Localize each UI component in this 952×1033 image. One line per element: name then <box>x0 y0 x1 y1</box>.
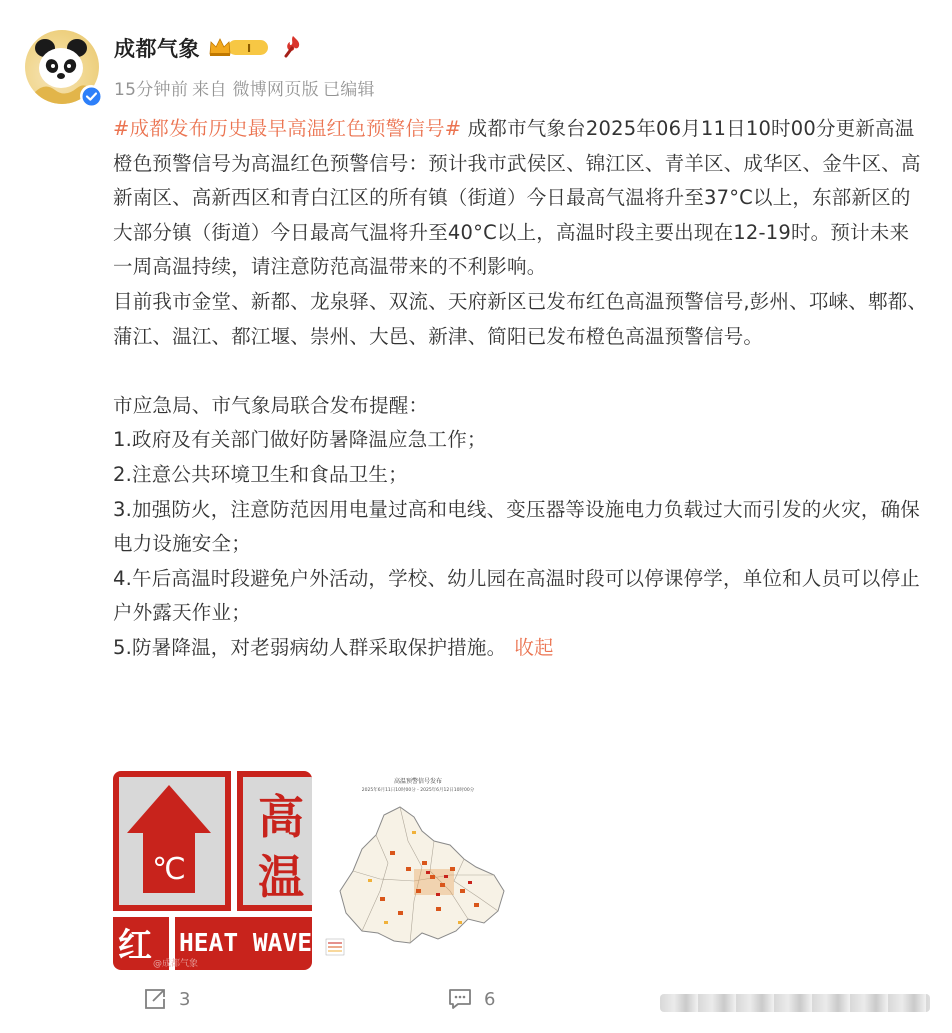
post-paragraph-2: 目前我市金堂、新都、龙泉驿、双流、天府新区已发布红色高温预警信号,彭州、邛崃、郫都、蒲江、温江、都江堰、崇州、大邑、新津、简阳已发布橙色高温预警信号。 <box>113 289 928 348</box>
torch-badge-icon[interactable] <box>282 34 304 62</box>
avatar[interactable] <box>25 30 99 104</box>
action-bar <box>0 980 952 1020</box>
image-watermark: @成都气象 <box>153 959 199 969</box>
post-source: 来自 微博网页版 <box>192 80 319 100</box>
verified-badge-icon <box>80 85 102 107</box>
edited-label[interactable]: 已编辑 <box>322 80 375 100</box>
heat-char-2: 温 <box>258 850 304 904</box>
warning-map-image[interactable] <box>318 771 518 970</box>
hashtag-link[interactable]: #成都发布历史最早高温红色预警信号# <box>113 117 462 140</box>
reminder-item-4: 4.午后高温时段避免户外活动，学校、幼儿园在高温时段可以停课停学，单位和人员可以停止户外露天作业； <box>113 566 921 625</box>
badge-level-label: I <box>246 42 252 55</box>
post-paragraph-1 <box>113 112 928 285</box>
post-content <box>113 112 928 666</box>
blank-line <box>113 354 928 389</box>
heat-char-1: 高 <box>258 790 304 844</box>
map-title: 高温预警信号发布 <box>393 778 443 785</box>
post-meta <box>114 75 379 100</box>
reminder-title: 市应急局、市气象局联合发布提醒： <box>113 393 429 417</box>
reminder-item-3: 3.加强防火，注意防范因用电量过高和电线、变压器等设施电力负载过大而引发的火灾，确保电力设施安全； <box>113 497 921 556</box>
repost-icon <box>143 988 167 1010</box>
repost-count: 3 <box>179 988 191 1010</box>
heat-wave-label: HEAT WAVE <box>179 928 312 957</box>
reminder-item-5 <box>113 631 928 666</box>
like-area-blurred[interactable] <box>660 994 930 1012</box>
comment-count: 6 <box>484 988 496 1010</box>
reminder-item-5-text: 5.防暑降温，对老弱病幼人群采取保护措施。 <box>113 635 507 659</box>
repost-button[interactable] <box>143 988 190 1010</box>
reminder-item-1: 1.政府及有关部门做好防暑降温应急工作； <box>113 428 487 452</box>
comment-button[interactable] <box>448 988 495 1010</box>
paragraph-1-text: 成都市气象台2025年06月11日10时00分更新高温橙色预警信号为高温红色预警信号：预计我市武侯区、锦江区、青羊区、成华区、金牛区、高新南区、高新西区和青白江区的所有镇（街道）今日最高气温将升至37°C以上，东部新区的大部分镇（街道）今日最高气温将升至40°C以上，高温时段主要出现在12-19时。预计未来一周高温持续，请注意防范高温带来的不利影响。 <box>113 117 921 279</box>
post-time[interactable]: 15分钟前 <box>114 80 189 100</box>
crown-level-badge-icon[interactable] <box>208 36 270 62</box>
collapse-link[interactable]: 收起 <box>514 635 554 659</box>
map-subtitle: 2025年6月11日10时00分 - 2025年6月12日10时00分 <box>361 788 475 793</box>
comment-icon <box>448 988 472 1010</box>
heat-wave-signal-image[interactable] <box>113 771 312 970</box>
celsius-unit: ℃ <box>152 852 186 887</box>
author-name[interactable]: 成都气象 <box>114 37 200 61</box>
color-level-char: 红 <box>118 926 152 966</box>
reminder-item-2: 2.注意公共环境卫生和食品卫生； <box>113 462 408 486</box>
